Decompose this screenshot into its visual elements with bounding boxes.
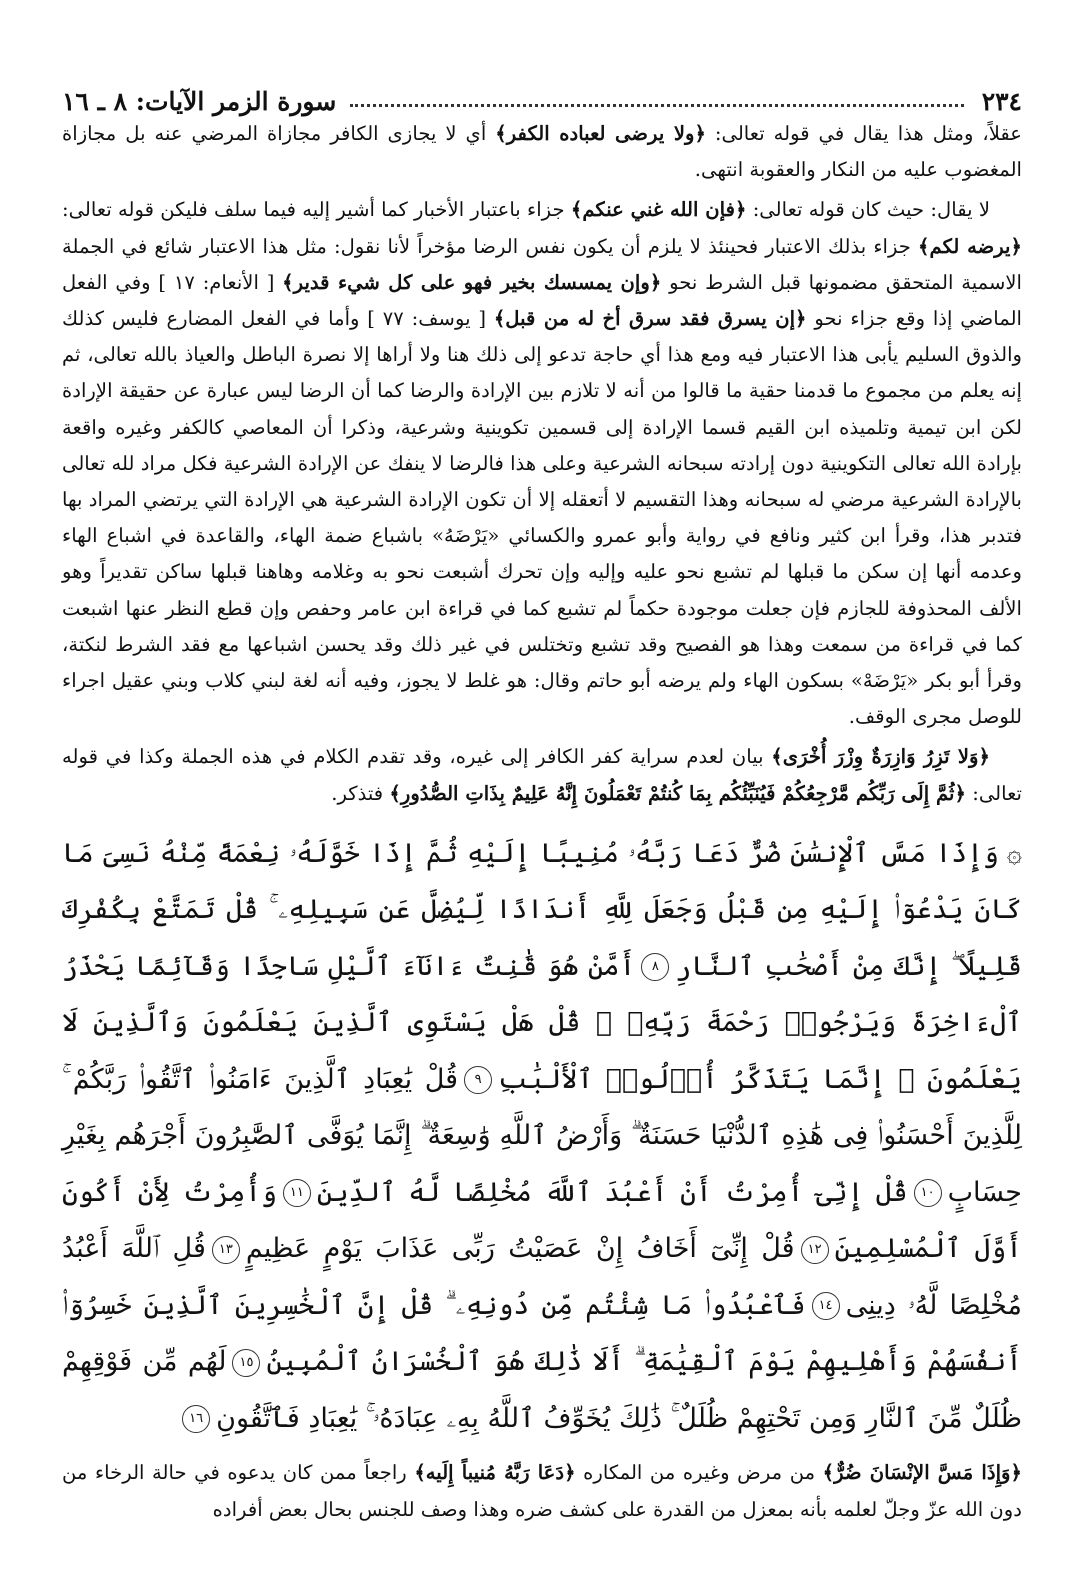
commentary-text: أي لا يجازى الكافر مجازاة المرضي عنه بل مجازاة المغضوب عليه من النكار والعقوبة انتهى. xyxy=(62,122,1022,182)
ayah-number-marker: ١٣ xyxy=(212,1236,240,1264)
quran-quote: ﴿فإن الله غني عنكم﴾ xyxy=(570,198,747,222)
ayah-number-marker: ٨ xyxy=(641,953,669,981)
quran-quote: ﴿ولا يرضى لعباده الكفر﴾ xyxy=(495,122,706,145)
book-page xyxy=(62,72,1022,1547)
verse-10: قُلْ يَٰعِبَادِ ٱلَّذِينَ ءَامَنُوا۟ ٱتَّقُوا۟ رَبَّكُمْ ۚ لِلَّذِينَ أَحْسَنُوا۟ فِى هَٰذِهِ ٱلدُّنْيَا حَسَنَةٌ ۗ وَأَرْضُ ٱللَّهِ وَٰسِعَةٌ ۗ إِنَّمَا يُوَفَّى ٱلصَّٰبِرُونَ أَجْرَهُم بِغَيْرِ حِسَابٍ xyxy=(62,1063,1022,1208)
quran-quote: ﴿ثُمَّ إِلَى رَبِّكُم مَّرْجِعُكُمْ فَيُنَبِّئُكُم بِمَا كُنتُمْ تَعْمَلُونَ إِنَّهُ عَلِيمٌ بِذَاتِ الصُّدُورِ﴾ xyxy=(389,781,966,805)
quran-quote: ﴿دَعَا رَبَّهُ مُنيباً إِلَيه﴾ xyxy=(414,1461,576,1485)
header-dotted-leader xyxy=(350,104,963,107)
commentary-text: لا يقال: حيث كان قوله تعالى: xyxy=(746,198,991,222)
quran-quote: ﴿يرضه لكم﴾ xyxy=(918,234,1022,258)
surah-title: سورة الزمر الآيات: ٨ ـ ١٦ xyxy=(62,87,337,116)
page-header xyxy=(62,72,1022,116)
verse-16: لَهُم مِّن فَوْقِهِمْ ظُلَلٌ مِّنَ ٱلنَّارِ وَمِن تَحْتِهِمْ ظُلَلٌ ۚ ذَٰلِكَ يُخَوِّفُ ٱللَّهُ بِهِۦ عِبَادَهُۥ ۚ يَٰعِبَادِ فَٱتَّقُونِ xyxy=(62,1346,1022,1434)
verse-15: فَٱعْبُدُوا۟ مَا شِئْتُم مِّن دُونِهِۦ ۗ قُلْ إِنَّ ٱلْخَٰسِرِينَ ٱلَّذِينَ خَسِرُوٓا۟ أَنفُسَهُمْ وَأَهْلِيهِمْ يَوْمَ ٱلْقِيَٰمَةِ ۗ أَلَا ذَٰلِكَ هُوَ ٱلْخُسْرَانُ ٱلْمُبِينُ xyxy=(62,1289,1022,1378)
verse-12: وَأُمِرْتُ لِأَنْ أَكُونَ أَوَّلَ ٱلْمُسْلِمِينَ xyxy=(62,1176,1023,1265)
verse-11: قُلْ إِنِّىٓ أُمِرْتُ أَنْ أَعْبُدَ ٱللَّهَ مُخْلِصًا لَّهُ ٱلدِّينَ xyxy=(316,1176,908,1208)
verse-8: وَإِذَا مَسَّ ٱلْإِنسَٰنَ ضُرٌّ دَعَا رَبَّهُۥ مُنِيبًا إِلَيْهِ ثُمَّ إِذَا خَوَّلَهُۥ نِعْمَةً مِّنْهُ نَسِىَ مَا كَانَ يَدْعُوٓا۟ إِلَيْهِ مِن قَبْلُ وَجَعَلَ لِلَّهِ أَندَادًا لِّيُضِلَّ عَن سَبِيلِهِۦ ۚ قُلْ تَمَتَّعْ بِكُفْرِكَ قَلِيلًا ۖ إِنَّكَ مِنْ أَصْحَٰبِ ٱلنَّارِ xyxy=(62,837,1022,982)
commentary-paragraph xyxy=(62,1455,1022,1527)
commentary-paragraph xyxy=(62,739,1022,811)
page-number: ٢٣٤ xyxy=(981,87,1022,116)
verse-13: قُلْ إِنِّىٓ أَخَافُ إِنْ عَصَيْتُ رَبِّى عَذَابَ يَوْمٍ عَظِيمٍ xyxy=(245,1233,795,1265)
commentary-text: عقلاً، ومثل هذا يقال في قوله تعالى: xyxy=(705,122,1022,145)
hizb-flower-icon: ۞ xyxy=(1006,838,1022,869)
quran-verses-block xyxy=(62,826,1022,1448)
commentary-block xyxy=(62,116,1022,812)
commentary-text: بيان لعدم سراية كفر الكافر إلى غيره، وقد تقدم الكلام في هذه الجملة وكذا في قوله تعالى: xyxy=(62,745,1022,805)
commentary-text: [ يوسف: ٧٧ ] وأما في الفعل المضارع فليس كذلك والذوق السليم يأبى هذا الاعتبار فيه ومع هذا أي حاجة تدعو إلى ذلك هنا ولا أراها إلا نصرة الباطل والعياذ بالله تعالى، ثم إنه يعلم من مجموع ما قدمنا حقية ما قالوا من أنه لا تلازم بين الإرادة والرضا كما أن الرضا ليس عبارة عن حقيقة الإرادة لكن ابن تيمية وتلميذه ابن القيم قسما الإرادة إلى قسمين تكوينية وشرعية، وذكرا أن المعاصي كالكفر وغيره واقعة بإرادة الله تعالى التكوينية دون إرادته سبحانه الشرعية وعلى هذا فالرضا لا ينفك عن الإرادة الشرعية فكل مراد لله تعالى بالإرادة الشرعية مرضي له سبحانه وهذا التقسيم لا أتعقله إلا أن تكون الإرادة الشرعية هي الإرادة التي يرتضي المراد بها فتدبر هذا، وقرأ ابن كثير ونافع في رواية وأبو عمرو والكسائي «يَرْضَهُ» باشباع ضمة الهاء، والقاعدة في اشباع الهاء وعدمه أنها إن سكن ما قبلها لم تشبع نحو عليه وإليه وإن تحرك أشبعت نحو به وغلامه وهاهنا قبلها ساكن تقديراً وهو الألف المحذوفة للجازم فإن جعلت موجودة حكماً لم تشبع كما في قراءة ابن عامر وحفص وإن قطع النظر عنها اشبعت كما في قراءة من سمعت وهذا هو الفصيح وقد تشبع وتختلس في غير ذلك وقد يحسن اشباعها مع فقد الشرط لنكتة، وقرأ أبو بكر «يَرْضَهْ» بسكون الهاء ولم يرضه أبو حاتم وقال: هو غلط لا يجوز، وفيه أنه لغة لبني كلاب وبني عقيل اجراء للوصل مجرى الوقف. xyxy=(62,307,1022,729)
commentary-paragraph xyxy=(62,192,1022,735)
commentary-text: جزاء باعتبار الأخبار كما أشير إليه فيما سلف فليكن قوله تعالى: xyxy=(62,198,571,222)
ayah-number-marker: ١٢ xyxy=(801,1236,829,1264)
ayah-number-marker: ٩ xyxy=(464,1066,492,1094)
ayah-number-marker: ١١ xyxy=(283,1179,311,1207)
ayah-number-marker: ١٤ xyxy=(812,1292,840,1320)
ayah-number-marker: ١٦ xyxy=(182,1405,210,1433)
quran-quote: ﴿وَلا تَزِرُ وَازِرَةٌ وِزْرَ أُخْرَى﴾ xyxy=(771,745,990,769)
quran-quote: ﴿وَإِذَا مَسَّ الإنْسَانَ ضُرٌّ﴾ xyxy=(822,1461,1022,1485)
verse-14: قُلِ ٱللَّهَ أَعْبُدُ مُخْلِصًا لَّهُۥ دِينِى xyxy=(62,1233,1022,1321)
commentary-text: [ الأنعام: ١٧ ] وفي الفعل الماضي إذا وقع جزاء نحو xyxy=(62,270,1022,331)
quran-quote: ﴿وإن يمسسك بخير فهو على كل شيء قدير﴾ xyxy=(282,270,662,294)
ayah-number-marker: ١٥ xyxy=(232,1349,260,1377)
commentary-text: فتذكر. xyxy=(331,781,390,805)
quran-quote: ﴿إن يسرق فقد سرق أخ له من قبل﴾ xyxy=(493,307,807,331)
commentary-text: راجعاً ممن كان يدعوه في حالة الرخاء من دون الله عزّ وجلّ لعلمه بأنه بمعزل من القدرة على كشف ضره وهذا وصف للجنس بحال بعض أفراده xyxy=(62,1461,1022,1521)
commentary-text: جزاء بذلك الاعتبار فحينئذ لا يلزم أن يكون نفس الرضا مؤخراً لأنا نقول: مثل هذا الاعتبار شائع في الجملة الاسمية المتحقق مضمونها قبل الشرط نحو xyxy=(62,234,1022,294)
commentary-paragraph xyxy=(62,116,1022,188)
verse-9: أَمَّنْ هُوَ قَٰنِتٌ ءَانَآءَ ٱلَّيْلِ سَاجِدًا وَقَآئِمًا يَحْذَرُ ٱلْءَاخِرَةَ وَيَرْجُوا۟ رَحْمَةَ رَبِّهِۦ ۗ قُلْ هَلْ يَسْتَوِى ٱلَّذِينَ يَعْلَمُونَ وَٱلَّذِينَ لَا يَعْلَمُونَ ۗ إِنَّمَا يَتَذَكَّرُ أُو۟لُوا۟ ٱلْأَلْبَٰبِ xyxy=(62,950,1022,1095)
commentary-text: من مرض وغيره من المكاره xyxy=(575,1461,823,1485)
ayah-number-marker: ١٠ xyxy=(914,1179,942,1207)
